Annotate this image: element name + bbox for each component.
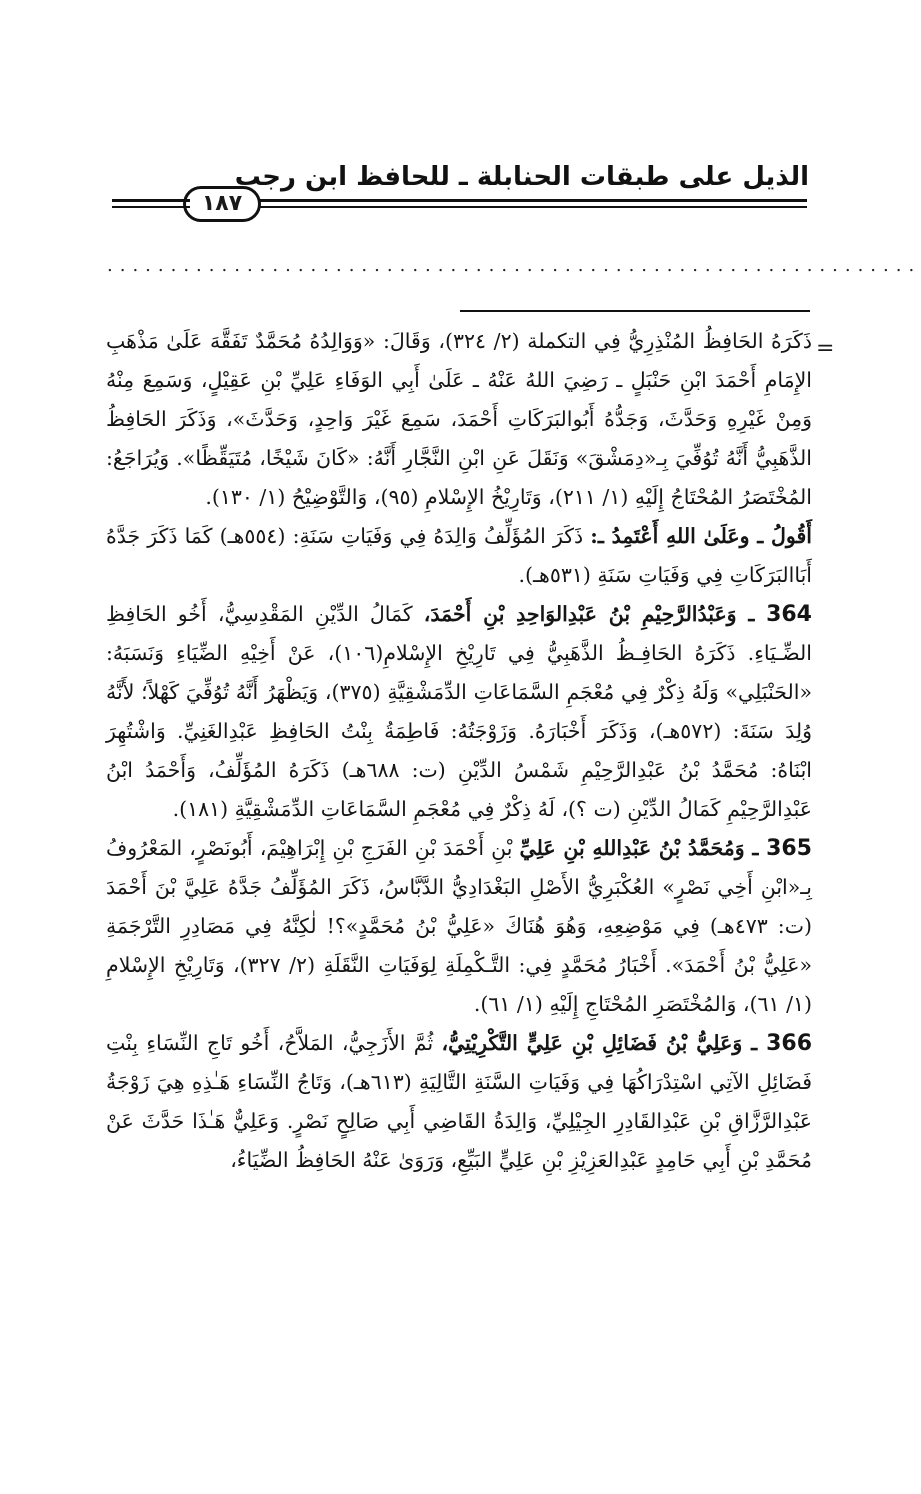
footnote-continuation-mark: = (816, 336, 835, 361)
entry-365 (106, 829, 812, 1024)
running-title: الذيل على طبقات الحنابلة ـ للحافظ ابن رجب (234, 162, 809, 192)
page-number-badge: ١٨٧ (183, 186, 261, 222)
header-rule-right (259, 199, 807, 209)
commentary-text: ذَكَرَ المُؤَلِّفُ وَالِدَهُ فِي وَفَيَاتِ سَنَةِ: (٥٥٤هـ) كَمَا ذَكَرَ جَدَّهُ أَبَاالبَرَكَاتِ فِي وَفَيَاتِ سَنَةِ (٥٣١هـ). (106, 524, 812, 587)
entry-366 (106, 1024, 812, 1180)
commentary-lead: أَقُولُ ـ وعَلَىٰ اللهِ أَعْتَمِدُ ـ: (590, 524, 812, 548)
footnote-rule (460, 310, 810, 312)
footnote-paragraph: ذَكَرَهُ الحَافِظُ المُنْذِرِيُّ فِي التكملة (٢/ ٣٢٤)، وَقَالَ: «وَوَالِدُهُ مُحَمَّدٌ تَفَقَّهَ عَلَىٰ مَذْهَبِ الإِمَامِ أَحْمَدَ ابْنِ حَنْبَلٍ ـ رَضِيَ اللهُ عَنْهُ ـ عَلَىٰ أَبِي الوَفَاءِ عَلِيِّ بْنِ عَقِيْلٍ، وَسَمِعَ مِنْهُ وَمِنْ غَيْرِهِ وَحَدَّثَ، وَجَدُّهُ أَبُوالبَرَكَاتِ أَحْمَدَ، سَمِعَ غَيْرَ وَاحِدٍ، وَحَدَّثَ»، وَذَكَرَ الحَافِظُ الذَّهَبِيُّ أَنَّهُ تُوُفِّيَ بِـ«دِمَشْقَ» وَنَقَلَ عَنِ ابْنِ النَّجَّارِ أَنَّهُ: «كَانَ شَيْخًا، مُتَيَقِّظًا». وَيُرَاجَعُ: المُخْتَصَرُ المُحْتَاجُ إِلَيْهِ (١/ ٢١١)، وَتَارِيْخُ الإِسْلامِ (٩٥)، وَالتَّوْضِيْحُ (١/ ١٣٠). (106, 329, 812, 509)
commentary-paragraph (106, 517, 812, 595)
header-rule-left (112, 199, 190, 209)
entry-number: 365 (766, 836, 812, 861)
entry-heading: ـ وَعَلِيُّ بْنُ فَضَائِلِ بْنِ عَلِيٍّ التَّكْرِيْتِيُّ، (441, 1031, 767, 1055)
entry-text: ثُمَّ الأَزَجِيُّ، المَلاَّحُ، أَخُو تَاجِ النِّسَاءِ بِنْتِ فَضَائِلِ الآتِي اسْتِدْرَاكُهَا فِي وَفَيَاتِ السَّنَةِ التَّالِيَةِ (٦١٣هـ)، وَتَاجُ النِّسَاءِ هَـٰذِهِ هِيَ زَوْجَةُ عَبْدِالرَّزَّاقِ بْنِ عَبْدِالقَادِرِ الجِيْلِيِّ، وَالِدَةُ القَاضِي أَبِي صَالِحٍ نَصْرٍ. وَعَلِيٌّ هَـٰذَا حَدَّثَ عَنْ مُحَمَّدِ بْنِ أَبِي حَامِدٍ عَبْدِالعَزِيْزِ بْنِ عَلِيٍّ البَيِّعِ، وَرَوَىٰ عَنْهُ الحَافِظُ الضِّيَاءُ، (106, 1031, 813, 1172)
entry-heading: ـ وَمُحَمَّدُ بْنُ عَبْدِاللهِ بْنِ عَلِيِّ (519, 836, 767, 860)
page-body (106, 322, 812, 1180)
dotted-separator: ................................................................ (107, 255, 921, 276)
entry-text: كَمَالُ الدِّيْنِ المَقْدِسِيُّ، أَخُو الحَافِظِ الضِّـيَاءِ. ذَكَرَهُ الحَافِـظُ الذَّهَبِيُّ فِي تَارِيْخِ الإِسْلامِ(١٠٦)، عَنْ أَخِيْهِ الضِّيَاءِ وَنَسَبَهُ: «الحَنْبَلِي» وَلَهُ ذِكْرٌ فِي مُعْجَمِ السَّمَاعَاتِ الدِّمَشْقِيَّةِ (٣٧٥)، وَيَظْهَرُ أَنَّهُ تُوُفِّيَ كَهْلاً؛ لأَنَّهُ وُلِدَ سَنَةَ: (٥٧٢هـ)، وَذَكَرَ أَخْبَارَهُ. وَزَوْجَتُهُ: فَاطِمَةُ بِنْتُ الحَافِظِ عَبْدِالغَنِيِّ. وَاشْتُهِرَ ابْنَاهُ: مُحَمَّدُ بْنُ عَبْدِالرَّحِيْمِ شَمْسُ الدِّيْنِ (ت: ٦٨٨هـ) ذَكَرَهُ المُؤَلِّفُ، وَأَحْمَدُ ابْنُ عَبْدِالرَّحِيْمِ كَمَالُ الدِّيْنِ (ت ؟)، لَهُ ذِكْرٌ فِي مُعْجَمِ السَّمَاعَاتِ الدِّمَشْقِيَّةِ (١٨١). (106, 602, 812, 821)
entry-364 (106, 595, 812, 829)
entry-heading: ـ وَعَبْدُالرَّحِيْمِ بْنُ عَبْدِالوَاحِدِ بْنِ أَحْمَدَ، (423, 602, 767, 626)
entry-number: 364 (766, 602, 812, 627)
entry-text: بْنِ أَحْمَدَ بْنِ الفَرَجِ بْنِ إِبْرَاهِيْمَ، أَبُونَصْرٍ، المَعْرُوفُ بِـ«ابْنِ أَخِي نَصْرٍ» العُكْبَرِيُّ الأَصْلِ البَغْدَادِيُّ الدَّبَّاسُ، ذَكَرَ المُؤَلِّفُ جَدَّهُ عَلِيَّ بْنَ أَحْمَدَ (ت: ٤٧٣هـ) فِي مَوْضِعِهِ، وَهُوَ هُنَاكَ «عَلِيُّ بْنُ مُحَمَّدٍ»؟! لٰكِنَّهُ فِي مَصَادِرِ التَّرْجَمَةِ «عَلِيُّ بْنُ أَحْمَدَ». أَخْبَارُ مُحَمَّدٍ فِي: التَّـكْمِلَةِ لِوَفَيَاتِ النَّقَلَةِ (٢/ ٣٢٧)، وَتَارِيْخِ الإِسْلامِ (١/ ٦١)، وَالمُخْتَصَرِ المُحْتَاجِ إِلَيْهِ (١/ ٦١). (106, 836, 812, 1016)
entry-number: 366 (766, 1031, 813, 1056)
